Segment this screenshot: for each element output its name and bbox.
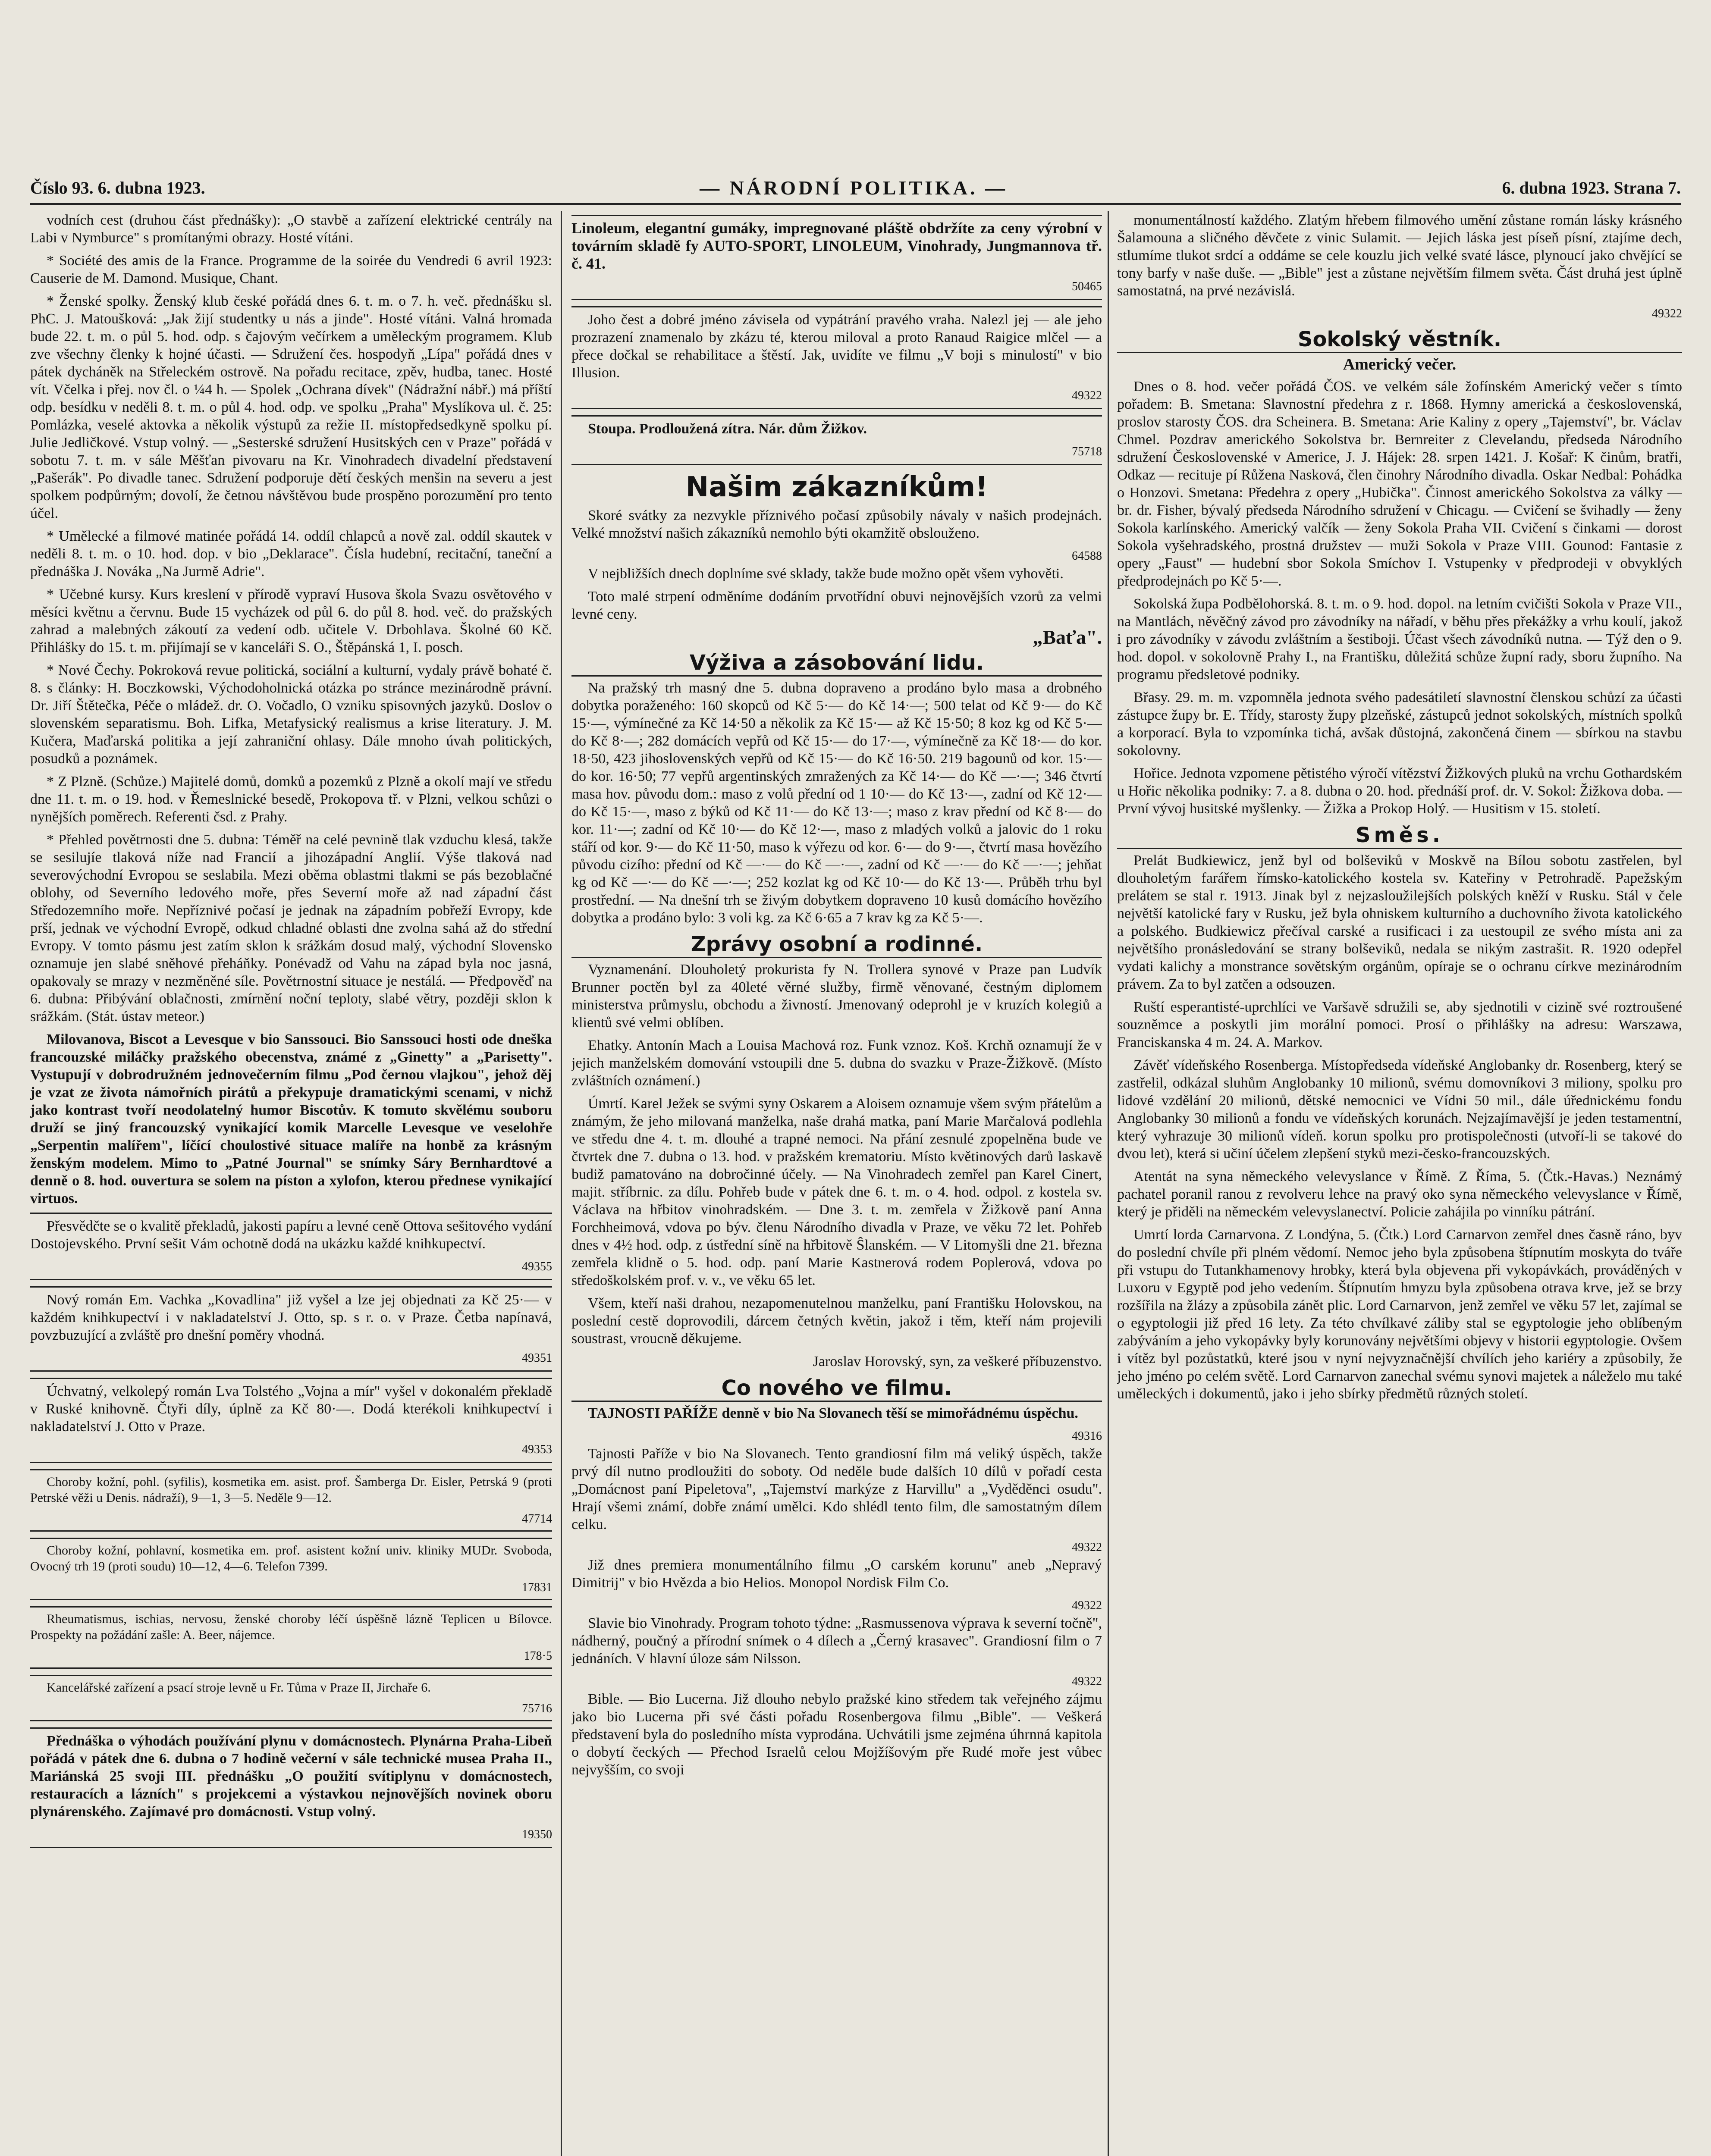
article: Slavie bio Vinohrady. Program tohoto týdne: „Rasmussenova výprava k severní točně", nádherný, poučný a přírodní snímek o 4 dílech a „Černý krasavec". Grandiosní film o 7 jednáních. V hlavní úloze sám Nilsson.	[571, 1615, 1102, 1667]
section-heading: Zprávy osobní a rodinné.	[571, 932, 1102, 958]
article: Hořice. Jednota vzpomene pětistého výročí vítězství Žižkových pluků na vrchu Gothardském u Hořic několika podniky: 7. a 8. dubna o 20. hod. přednáší prof. dr. V. Sokol: Žižkova doba. — První vývoj husitské myšlenky. — Žižka a Prokop Holý. — Husitism v 15. století.	[1117, 765, 1682, 817]
article: Skoré svátky za nezvykle příznivého počasí způsobily návaly v našich prodejnách. Velké množství našich zákazníků nemohlo býti okamžitě obslouženo.	[571, 508, 1102, 541]
article: Ehatky. Antonín Mach a Louisa Machová roz. Funk vznoz. Koš. Krchň oznamují že v jejich manželském domování vstoupili dne 5. dubna do svazku v Praze-Žižkově. (Místo zvláštních oznámení.)	[571, 1037, 1102, 1089]
article: monumentálností každého. Zlatým hřebem filmového umění zůstane román lásky krásného Šalamouna a sličného děvčete z vinic Sulamit. — Jejich láska jest píseň písní, ztajíme dech, stlumíme tlukot srdcí a oddáme se cele kouzlu jich velké svaté lásce, plynoucí jako chvějící se tony barfy v naše duše. — „Bible" jest a zůstane největším filmem světa. Část druhá jest úplně samostatná, na prvé nezávislá.	[1117, 212, 1682, 299]
ad-number: 49316	[1072, 1429, 1102, 1443]
ad-text: Linoleum, elegantní gumáky, impregnované pláště obdržíte za ceny výrobní v továrním skladě fy AUTO-SPORT, LINOLEUM, Vinohrady, Jungmannova tř. č. 41.	[571, 219, 1102, 272]
ad-number: 49355	[522, 1260, 552, 1273]
ad-text: Rheumatismus, ischias, nervosu, ženské choroby léčí úspěšně lázně Teplicen u Bílovce. Prospekty na požádání zašle: A. Beer, nájemce.	[30, 1612, 552, 1642]
issue-info: Číslo 93. 6. dubna 1923.	[30, 178, 205, 197]
ad-text: Úchvatný, velkolepý román Lva Tolstého „Vojna a mír" vyšel v dokonalém překladě v Ruské knihovně. Čtyři díly, úplně za Kč 80·—. Dodá kterékoli knihkupectví i nakladatelství J. Otto v Praze.	[30, 1383, 552, 1435]
article: Vyznamenání. Dlouholetý prokurista fy N. Trollera synové v Praze pan Ludvík Brunner poctěn byl za 40leté věrné služby, firmě věnované, čestným diplomem ministerstva průmyslu, obchodu a živností. Jmenovaný odeprohl je v kruzích kolegiů a klientů své velmi oblíben.	[571, 962, 1102, 1031]
article: * Nové Čechy. Pokroková revue politická, sociální a kulturní, vydaly právě bohaté č. 8. s články: H. Boczkowski, Východoholnická otázka po stránce mezinárodně právní. Dr. Jiří Štětečka, Péče o mládež. dr. O. Vočadlo, O vzniku spisovných jazyků. Doslov o slovenském separatismu. Boh. Lifka, Metafysický realismus a krise literatury. J. M. Kučera, Maďarská politika a její zahraniční ohlasy. Dále mnoho úvah politických, posudků a poznámek.	[30, 662, 552, 767]
ad-number: 49322	[1072, 1675, 1102, 1688]
ad-number: 75716	[522, 1702, 552, 1715]
article: Bible. — Bio Lucerna. Již dlouho nebylo pražské kino středem tak veřejného zájmu jako bio Lucerna při své části pořadu Rosenbergova filmu „Bible". — Veškerá představení byla do posledního místa vyprodána. Uchvátili jsme zejména úhrnná kapitola o dobytí čeckých — Přechod Israelů celou Mojžíšovým pře Rudé moře jest vůbec nejvyšším, co svoji	[571, 1691, 1102, 1778]
ad-number: 49322	[1072, 1599, 1102, 1612]
article: Břasy. 29. m. m. vzpomněla jednota svého padesátiletí slavnostní členskou schůzí za účasti zástupce župy br. E. Třídy, starosty župy plzeňské, zástupců jednot sokolských, místních spolků a korporací. Byla to vzpomínka tichá, avšak důstojná, zakončená činem — sbírkou na stavbu sokolovny.	[1117, 689, 1682, 758]
ad-number: 49322	[1072, 389, 1102, 402]
article: Tajnosti Paříže v bio Na Slovanech. Tento grandiosní film má veliký úspěch, takže prvý díl nutno prodloužiti do soboty. Od neděle bude dalších 10 dílů v pořadí cesta „Domácnost paní Pipeletova", „Tajemství markýze z Harvillu" a „Vyděděnci osudu". Hrají všemi známí, dobře známí umělci. Kdo shlédl tento film, dle samostatným dílem celku.	[571, 1446, 1102, 1532]
ad-text: Nový román Em. Vachka „Kovadlina" již vyšel a lze jej objednati za Kč 25·— v každém knihkupectví i v nakladatelství J. Otto, sp. s r. o. v Praze. Četba napínavá, povzbuzující a zvláště pro dnešní poměry vhodná.	[30, 1292, 552, 1343]
ad-number: 75718	[1072, 445, 1102, 458]
section-heading: Výživa a zásobování lidu.	[571, 650, 1102, 677]
ad-text: Stoupa. Prodloužená zítra. Nár. dům Žižkov.	[588, 421, 867, 437]
ad-text: Kancelářské zařízení a psací stroje levně u Fr. Tůma v Praze II, Jirchaře 6.	[47, 1680, 431, 1695]
advertisement	[30, 1538, 552, 1600]
article: * Učebné kursy. Kurs kreslení v přírodě vypraví Husova škola Svazu osvětového v měsíci květnu a červnu. Bude 15 vycházek od půl 6. do půl 8. hod. več. do pražských zahrad a malebných zákoutí za vedení odb. učitele V. Drbohlava. Školné 60 Kč. Přihlášky do 15. t. m. přijímají se v kanceláři S. O., Štěpánská 1, I. posch.	[30, 586, 552, 655]
advertisement	[30, 1606, 552, 1669]
ad-number: 49322	[1072, 1541, 1102, 1554]
masthead: — NÁRODNÍ POLITIKA. —	[700, 176, 1008, 199]
section-heading: Co nového ve filmu.	[571, 1376, 1102, 1402]
advertisement	[30, 1286, 552, 1372]
article: TAJNOSTI PAŘÍŽE denně v bio Na Slovanech těší se mimořádnému úspěchu.	[588, 1405, 1078, 1421]
signature: Jaroslav Horovský, syn, za veškeré příbuzenstvo.	[813, 1354, 1102, 1369]
ad-number: 50465	[1072, 280, 1102, 293]
article: * Přehled povětrnosti dne 5. dubna: Téměř na celé pevnině tlak vzduchu klesá, takže se sesilujíe tlaková níže nad Francií a jihozápadní Anglií. Výše tlaková nad severovýchodní Evropou se seslabila. Mezi oběma oblastmi tlakmi se pás bezoblačné oblohy, od Severního ledového moře, přes Severní moře až nad západní část Středozemního moře. Nepříznivé počasí je jednak na západním pobřeží Evropy, kde prší, jednak ve východní Evropě, odkud chladné oblasti dne zvolna sahá až do střední Evropy. V tomto pásmu jest zatím sklon k srážkám dosud malý, východní Slovensko oznamuje jen slabé sněhové přeháňky. Ponévadž od Vahu na západ byla noc jasná, opakovaly se mrazy v nezměněné síle. Povětrnostní situace je nestálá. — Předpověď na 6. dubna: Přibývání oblačnosti, zmírnění noční teploty, slabé větry, později sklon k srážkám. (Stát. ústav meteor.)	[30, 832, 552, 1025]
advertisement	[30, 1469, 552, 1532]
article: Úmrtí. Karel Ježek se svými syny Oskarem a Aloisem oznamuje všem svým přátelům a známým, že jeho milovaná manželka, naše drahá matka, paní Marie Marčalová podlehla ve středu dne 4. t. m. dlouhé a trapné nemoci. Na přání zesnulé zpopelněna bude ve čtvrtek dne 7. dubna o 13. hod. v pražském krematoriu. Místo květinových darů laskavě budiž pamatováno na dobročinné účely. — Na Vinohradech zemřel pan Karel Cinert, majit. stříbrnic. za dílu. Pohřeb bude v pátek dne 6. t. m. o 4. hod. odpol. z kostela sv. Václava na hřbitov vinohradském. — Dne 3. t. m. zemřela v Žižkově paní Anna Forchheimová, vdova po býv. členu Národního divadla v Praze, ve věku 72 let. Pohřeb dnes v 4½ hod. odp. z ústřední síně na hřbitově Ŝlanském. — V Litomyšli dne 21. března zemřela klidně o 5. hod. odp. paní Marie Kastnerová rodem Poplerová, vdova po středoškolském prof. v. v., ve věku 65 let.	[571, 1096, 1102, 1288]
ad-number: 47714	[522, 1512, 552, 1526]
headline: Našim zákazníkům!	[685, 471, 988, 503]
article: Již dnes premiera monumentálního filmu „O carském korunu" aneb „Nepravý Dimitrij" v bio Hvězda a bio Helios. Monopol Nordisk Film Co.	[571, 1557, 1102, 1591]
column-1	[30, 211, 552, 2156]
column-rule	[561, 211, 562, 2156]
article: * Société des amis de la France. Programme de la soirée du Vendredi 6 avril 1923: Causerie de M. Damond. Musique, Chant.	[30, 253, 552, 286]
ad-text: Přesvědčte se o kvalitě překladů, jakosti papíru a levné ceně Ottova sešitového vydání Dostojevského. První sešit Vám ochotně dodá na ukázku každé knihkupectví.	[30, 1218, 552, 1252]
ad-text: Joho čest a dobré jméno závisela od vypátrání pravého vraha. Nalezl jej — ale jeho prozrazení znamenalo by zkázu té, kterou miloval a proto Ranaud Raigice mlčel — a přece dočkal se rehabilitace a štěstí. Jak, uvidíte ve filmu „V boji s minulostí" v bio Illusion.	[571, 312, 1102, 381]
article: Dnes o 8. hod. večer pořádá ČOS. ve velkém sále žofínském Americký večer s tímto pořadem: B. Smetana: Slavnostní předehra z r. 1868. Hymny americká a československá, proslov starosty ČOS. dra Scheinera. B. Smetana: Arie Kaliny z opery „Tajemství", br. Václav Chmel. Pozdrav amerického Sokolstva br. Bernreiter z Clevelandu, předseda Národního sdružení Československé v Americe, J. J. Hájek: 28. srpen 1421. J. Košař: K činům, bratři, Odkaz — recituje pí Růžena Nasková, člen činohry Národního divadla. Oskar Nedbal: Pohádka o Honzovi. Smetana: Předehra z opery „Hubička". Činnost amerického Sokolstva za války — br. dr. Fisher, bývalý předseda Národního sdružení v Chicagu. — Cvičení se švihadly — ženy Sokola karlínského. Americký valčík — ženy Sokola Praha VII. Cvičení s činkami — dorost Sokola vyšehradského, prostná družstev — muži Sokola v Praze VIII. Gounod: Fantasie z opery „Faust" — hudební sbor Sokola Smíchov I. Vstupenky v předprodeji v obvyklých předprodejnách po Kč 5·—.	[1117, 379, 1682, 589]
advertisement	[30, 1378, 552, 1463]
article: Na pražský trh masný dne 5. dubna dopraveno a prodáno bylo masa a drobného dobytka poraženého: 160 skopců od Kč 5·— do Kč 14·—; 500 telat od Kč 9·— do Kč 15·—, výmínečné za Kč 14·50 a několik za Kč 15·— až Kč 15·50; 8 koz kg od Kč 5·— do Kč 8·—; 282 domácích vepřů od Kč 15·— do 17·—, výmínečně za Kč 18·— do kor. 18·50, 423 jihoslovenských vepřů od Kč 15·— do Kč 16·50. 219 bagounů od kor. 15·— do kor. 16·50; 77 vepřů argentinských zmražených za Kč 14·— do Kč —·—; 346 čtvrtí masa hov. původu dom.: maso z volů přední od 1 10·— do Kč 13·—, zadní od Kč 12·— do Kč 15·—, maso z býků od Kč 11·— do Kč 13·—; maso z krav přední od Kč 8·— do kor. 11·—; zadní od Kč 10·— do Kč 12·—, maso z mladých volků a jalovic do 1 roku stáří od kor. 9·— do Kč 11·50, maso k výřezu od kor. 6·— do 9·—, čtvrtí masa hovězího původu cizího: přední od Kč —·— do Kč —·—, zadní od Kč —·— do Kč —·—; jehňat kg od Kč —·— do Kč —·—; 252 kozlat kg od Kč 10·— do Kč 13·—. Průběh trhu byl prostřední. — Na dnešní trh se živým dobytkem dopraveno 10 kusů domácího hovězího dobytka a prodáno bylo: 3 voli kg. za Kč 6·65 a 7 krav kg za Kč 5·—.	[571, 680, 1102, 926]
ad-number: 178·5	[524, 1649, 552, 1663]
ad-text: Přednáška o výhodách používání plynu v domácnostech. Plynárna Praha-Libeň pořádá v pátek dne 6. dubna o 7 hodině večerní v sále technické musea Praha II., Mariánská 25 svoji III. přednášku „O použití svítiplynu v domácnostech, restauracích a lázních" s projekcemi a výstavkou nejnovějších novinek oboru plynárenského. Zajímavé pro domácnosti. Vstup volný.	[30, 1733, 552, 1820]
article: V nejbližších dnech doplníme své sklady, takže bude možno opět všem vyhověti.	[588, 566, 1064, 582]
column-rule	[1108, 211, 1109, 2156]
ad-number: 17831	[522, 1581, 552, 1594]
ad-number: 64588	[1072, 549, 1102, 563]
article: Toto malé strpení odměníme dodáním prvotřídní obuvi nejnovějších vzorů za velmi levné ceny.	[571, 589, 1102, 622]
article: Milovanova, Biscot a Levesque v bio Sanssouci. Bio Sanssouci hosti ode dneška francouzské miláčky pražského obecenstva, známé z „Ginetty" a „Parisetty". Vystupují v dobrodružném jednovečerním filmu „Pod černou vlajkou", jehož děj je vzat ze života námořních pirátů a překypuje dramatickými scenami, v nichž jako kontrast tvoří neodolatelný humor Biscotův. K tomuto skvělému souboru druží se jiný francouzský vynikající komik Marcelle Levesque ve veselohře „Serpentin malířem", líčící choulostivé situace malíře na honbě za krásným ženským modelem. Mimo to „Patné Journal" se snímky Sáry Bernhardtové a denně o 8. hod. ouvertura se solem na píston a xylofon, kterou přednese vynikající virtuos.	[30, 1031, 552, 1206]
article: Všem, kteří naši drahou, nezapomenutelnou manželku, paní Františku Holovskou, na poslední cestě doprovodili, dárcem četných květin, jakož i těm, kteří nám projevili soustrast, vroucně děkujeme.	[571, 1295, 1102, 1347]
article: Umrtí lorda Carnarvona. Z Londýna, 5. (Čtk.) Lord Carnarvon zemřel dnes časně ráno, byv do poslední chvíle při plném vědomí. Nemoc jeho byla způsobena štípnutím moskyta do tváře při vstupu do Tutankhamenovy hrobky, která byla objevena při vykopávkách, prováděných v Luxoru v Egyptě pod jeho vedením. Štípnutím hmyzu byla způsobena otrava krve, jež se brzy rozšířila na žlázy a způsobila zánět plic. Lord Carnarvon, jenž zemřel ve věku 57 let, zajímal se o egyptologii již před 16 lety. Za této chvílkavé záliby stal se egyptologie jeho oblíbeným zabýváním a jeho vykopávky byly korunovány největšími objevy v historii egyptologie. Ovšem i vítěz byl pozůstatků, které jsou v nyní nejvyznačnější chvílích jeho kariéry a způsobily, že jeho jméno po celém světě. Lord Carnarvon zanechal svému synovi majetek a náleželo mu také uměleckých i dokumentů, jako i jeho sbírky předmětů různých století.	[1117, 1227, 1682, 1402]
advertisement	[30, 1675, 552, 1721]
advertisement	[30, 1727, 552, 1848]
advertisement	[571, 415, 1102, 465]
section-heading: Sokolský věstník.	[1117, 327, 1682, 353]
ad-text: Choroby kožní, pohlavní, kosmetika em. prof. asistent kožní univ. kliniky MUDr. Svoboda, Ovocný trh 19 (proti soudu) 10—12, 4—6. Telefon 7399.	[30, 1543, 552, 1573]
ad-number: 49353	[522, 1443, 552, 1456]
ad-number: 49351	[522, 1351, 552, 1365]
subheading: Americký večer.	[1343, 355, 1457, 373]
page-header	[30, 175, 1681, 205]
ad-number: 19350	[522, 1828, 552, 1841]
article: * Umělecké a filmové matinée pořádá 14. oddíl chlapců a nově zal. oddíl skautek v neděli 8. t. m. o 10. hod. dop. v bio „Deklarace". Čísla hudební, recitační, taneční a přednáška J. Nováka „Na Jurmě Adrie".	[30, 528, 552, 580]
article: * Z Plzně. (Schůze.) Majitelé domů, domků a pozemků z Plzně a okolí mají ve středu dne 11. t. m. o 19. hod. v Řemeslnické besedě, Prokopova tř. v Plzni, velkou schůzi o nynějších poměrech. Referenti čsd. z Prahy.	[30, 774, 552, 825]
column-3	[1117, 211, 1682, 2156]
article: * Ženské spolky. Ženský klub české pořádá dnes 6. t. m. o 7. h. več. přednášku sl. PhC. J. Matoušková: „Jak žijí studentky u nás a jinde". Hosté vítáni. Valná hromada bude 22. t. m. o půl 5. hod. odp. s čajovým večírkem a uměleckým programem. Klub zve všechny členky k hojné účasti. — Sdružení čes. hospodyň „Lípa" pořádá dnes v pátek dycháněk na Střeleckém ostrově. Na pořadu recitace, zpěv, hudba, tanec. Hosté vít. Včelka i přej. nov čl. o ¼4 h. — Spolek „Ochrana dívek" (Nádražní nábř.) má příští odp. besídku v neděli 8. t. m. o půl 4. hod. odp. ve spolku „Praha" Myslíkova ul. č. 25: Pomlázka, veselé aktovka a několik výstupů za režie II. místopředsedkyně spolku pí. Julie Jedličkové. Vstup volný. — „Sesterské sdružení Husitských cen v Praze" pořádá v sobotu 7. t. m. v sále Měšťan pivovaru na Kr. Vinohradech divadelní představení „Pašerák". Po divadle tanec. Sdružení podporuje dětí českých menšin na severu a jest spolkem podpůrným; dovolí, že četnou návštěvou bude prospěno porozumění pro tento účel.	[30, 293, 552, 521]
advertisement	[571, 306, 1102, 409]
advertisement	[571, 215, 1102, 300]
article: Sokolská župa Podbělohorská. 8. t. m. o 9. hod. dopol. na letním cvičišti Sokola v Praze VII., na Mantlách, něvěčný závod pro závodníky na nářadí, v běhu přes překážky a vrhu koulí, jakož i pro závodníky v závodu zvláštním a šestiboji. Účast všech závodníků nutna. — Týž den o 9. hod. dopol. v sokolovně Prahy I., na Františku, důležitá schůze župní rady, sboru župního. Na programu předsletové podniky.	[1117, 596, 1682, 683]
ad-text: Choroby kožní, pohl. (syfilis), kosmetika em. asist. prof. Šamberga Dr. Eisler, Petrská 9 (proti Petrské věži u Denis. nádraží), 9—1, 3—5. Neděle 9—12.	[30, 1475, 552, 1505]
article: Ruští esperantisté-uprchlíci ve Varšavě sdružili se, aby sjednotili v cizině své roztroušené souzněmce a poskytli jim morální pomoci. Prosí o přihlášky na adresu: Warszawa, Franciskanska 4 m. 24. A. Markov.	[1117, 999, 1682, 1050]
article: Atentát na syna německého velevyslance v Římě. Z Říma, 5. (Čtk.-Havas.) Neznámý pachatel poranil ranou z revolveru lehce na pravý oko syna německého velevyslance v Římě, který je přiděli na německém velevyslanectví. Policie zahájila po vinníku pátrání.	[1117, 1169, 1682, 1220]
signature: „Baťa".	[1033, 626, 1102, 648]
advertisement	[30, 1213, 552, 1280]
section-heading: Směs.	[1117, 823, 1682, 849]
article: Závěť vídeňského Rosenberga. Místopředseda vídeňské Anglobanky dr. Rosenberg, který se zastřelil, odkázal sluhům Anglobanky 10 milionů, svému domovníkovi 3 miliony, spolku pro lidové vzdělání 20 milionů, dětské nemocnici ve Vídni 50 mil., dále úřednickému fondu Anglobanky 30 milionů a fondu ve vídeňských korunách. Nejzajímavější je jeden testamentní, který vyhrazuje 30 milionů vídeň. korun spolku pro protispolečnosti (utvoří-li se takové do dvou let), která si učiní účelem zlepšení styků mezi-česko-francouzských.	[1117, 1057, 1682, 1162]
column-2	[571, 211, 1102, 2156]
article: vodních cest (druhou část přednášky): „O stavbě a zařízení elektrické centrály na Labi v Nymburce" s promítanými obrazy. Hosté vítáni.	[30, 212, 552, 246]
article: Prelát Budkiewicz, jenž byl od bolševiků v Moskvě na Bílou sobotu zastřelen, byl dlouholetým farářem římsko-katolického kostela sv. Kateřiny v Petrohradě. Papežským prelátem se stal r. 1913. Jinak byl z nejzasloužilejších polských kněží v Rusku. Stál v čele největší katolické fary v Rusku, jež byla ohniskem kulturního a duchovního života katolického a polského. Budkiewicz přečíval carské a rusificaci i za uestoupil ze svého místa ani za největšího pronásledování se strany bolševiků, nedala se nikým zastrašit. R. 1920 odepřel vydati kalichy a monstrance sovětským orgánům, opíraje se o ochranu církve mezinárodním právem. Za to byl zatčen a odsouzen.	[1117, 852, 1682, 992]
ad-number: 49322	[1652, 307, 1682, 320]
page-info: 6. dubna 1923. Strana 7.	[1502, 178, 1681, 197]
